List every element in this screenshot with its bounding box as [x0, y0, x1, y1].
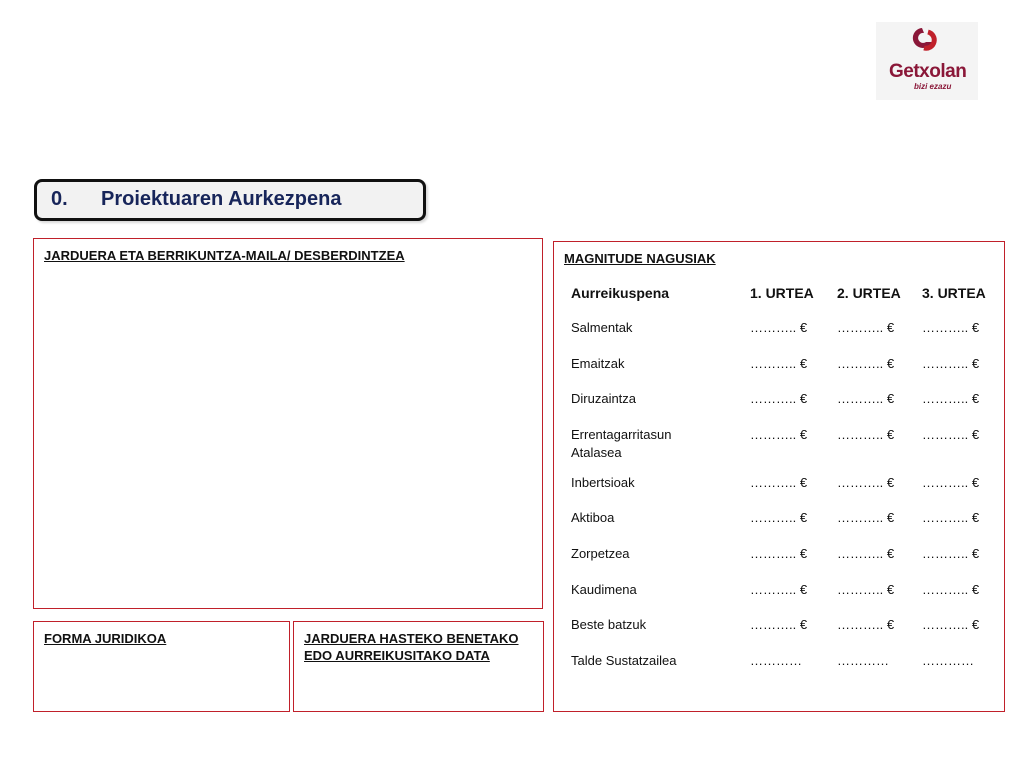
value-year-1[interactable]: ……….. €	[750, 582, 808, 597]
value-year-3[interactable]: ……….. €	[922, 510, 980, 525]
section-title-bar	[34, 179, 426, 221]
value-year-1[interactable]: ……….. €	[750, 391, 808, 406]
section-title: Proiektuaren Aurkezpena	[101, 188, 342, 210]
getxolan-logo	[876, 22, 978, 100]
value-year-2[interactable]: ……….. €	[837, 582, 895, 597]
magnitudes-box	[553, 241, 1005, 712]
value-year-3[interactable]: ……….. €	[922, 320, 980, 335]
value-year-1[interactable]: ……….. €	[750, 510, 808, 525]
value-year-2[interactable]: …………	[837, 653, 889, 668]
header-year-3: 3. URTEA	[922, 285, 986, 301]
start-date-title: JARDUERA HASTEKO BENETAKO EDO AURREIKUSITAKO DATA	[304, 631, 519, 663]
value-year-3[interactable]: ……….. €	[922, 427, 980, 442]
value-year-1[interactable]: ……….. €	[750, 320, 808, 335]
table-row	[554, 616, 1004, 656]
row-label: Kaudimena	[571, 582, 637, 597]
table-row	[554, 390, 1004, 430]
section-number: 0.	[51, 188, 68, 210]
row-label: Salmentak	[571, 320, 633, 335]
row-label: Inbertsioak	[571, 475, 635, 490]
table-row	[554, 509, 1004, 549]
value-year-3[interactable]: ……….. €	[922, 356, 980, 371]
table-row	[554, 319, 1004, 359]
header-year-1: 1. URTEA	[750, 285, 814, 301]
value-year-2[interactable]: ……….. €	[837, 356, 895, 371]
value-year-1[interactable]: ……….. €	[750, 356, 808, 371]
value-year-2[interactable]: ……….. €	[837, 320, 895, 335]
table-row	[554, 581, 1004, 621]
activity-box-title: JARDUERA ETA BERRIKUNTZA-MAILA/ DESBERDINTZEA	[44, 248, 405, 263]
value-year-2[interactable]: ……….. €	[837, 546, 895, 561]
row-label: Zorpetzea	[571, 546, 630, 561]
value-year-1[interactable]: ……….. €	[750, 475, 808, 490]
row-label: Diruzaintza	[571, 391, 637, 406]
value-year-2[interactable]: ……….. €	[837, 427, 895, 442]
row-label: Talde Sustatzailea	[571, 653, 677, 668]
value-year-3[interactable]: ……….. €	[922, 391, 980, 406]
value-year-1[interactable]: ……….. €	[750, 546, 808, 561]
header-forecast: Aurreikuspena	[571, 285, 670, 301]
activity-box	[33, 238, 543, 609]
magnitudes-title: MAGNITUDE NAGUSIAK	[564, 251, 716, 266]
table-row	[554, 652, 1004, 692]
value-year-2[interactable]: ……….. €	[837, 475, 895, 490]
table-row	[554, 426, 1004, 466]
legal-form-title: FORMA JURIDIKOA	[44, 631, 167, 646]
value-year-2[interactable]: ……….. €	[837, 391, 895, 406]
value-year-3[interactable]: ……….. €	[922, 582, 980, 597]
row-label: Emaitzak	[571, 356, 625, 371]
row-label: Beste batzuk	[571, 617, 647, 632]
value-year-3[interactable]: ……….. €	[922, 475, 980, 490]
legal-form-box	[33, 621, 290, 712]
logo-wordmark: Getxolan	[889, 61, 967, 82]
row-label: Aktiboa	[571, 510, 615, 525]
value-year-1[interactable]: ……….. €	[750, 427, 808, 442]
start-date-box	[293, 621, 544, 712]
value-year-1[interactable]: ……….. €	[750, 617, 808, 632]
value-year-3[interactable]: …………	[922, 653, 974, 668]
row-label: Errentagarritasun Atalasea	[571, 427, 672, 460]
value-year-1[interactable]: …………	[750, 653, 802, 668]
logo-tagline: bizi ezazu	[914, 82, 952, 91]
value-year-3[interactable]: ……….. €	[922, 546, 980, 561]
value-year-3[interactable]: ……….. €	[922, 617, 980, 632]
value-year-2[interactable]: ……….. €	[837, 617, 895, 632]
table-row	[554, 474, 1004, 514]
table-row	[554, 355, 1004, 395]
table-row	[554, 545, 1004, 585]
header-year-2: 2. URTEA	[837, 285, 901, 301]
value-year-2[interactable]: ……….. €	[837, 510, 895, 525]
